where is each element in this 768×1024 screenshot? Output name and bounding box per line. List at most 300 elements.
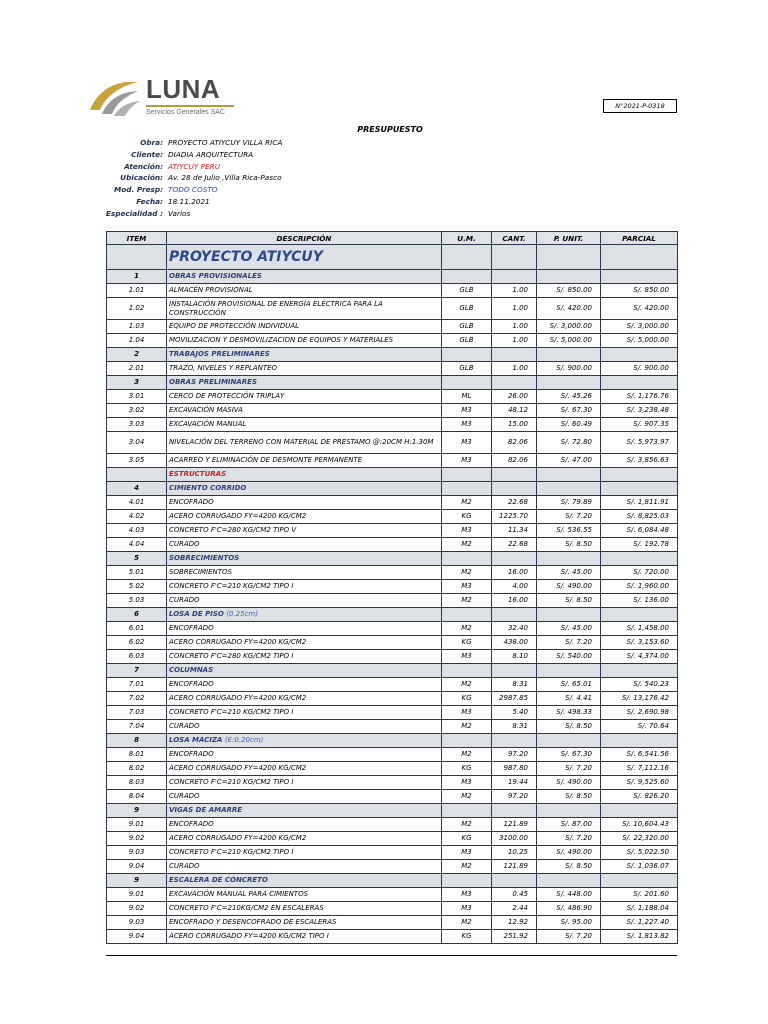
item-partial: S/. 3,856.63	[601, 454, 678, 468]
empty-cell	[442, 270, 492, 284]
item-partial: S/. 1,458.00	[601, 622, 678, 636]
section-title	[167, 552, 442, 566]
item-quantity: 3100.00	[492, 832, 537, 846]
info-row	[100, 172, 282, 184]
item-partial: S/. 1,176.76	[601, 390, 678, 404]
item-unit: GLB	[442, 334, 492, 348]
table-row	[107, 362, 678, 376]
item-quantity: 97.20	[492, 748, 537, 762]
logo-underline	[146, 105, 234, 107]
item-quantity: 1.00	[492, 298, 537, 320]
item-unit-price: S/. 7.20	[537, 762, 601, 776]
table-row	[107, 622, 678, 636]
item-quantity: 8.31	[492, 720, 537, 734]
item-description: CURADO	[167, 860, 442, 874]
section-row	[107, 348, 678, 362]
empty-cell	[442, 376, 492, 390]
item-number: 4.04	[107, 538, 167, 552]
empty-cell	[601, 482, 678, 496]
item-description: ENCOFRADO	[167, 678, 442, 692]
table-row	[107, 320, 678, 334]
item-partial: S/. 1,188.04	[601, 902, 678, 916]
item-unit-price: S/. 7.20	[537, 930, 601, 944]
item-description: ACERO CORRUGADO FY=4200 KG/CM2	[167, 692, 442, 706]
empty-cell	[537, 270, 601, 284]
table-row	[107, 538, 678, 552]
item-partial: S/. 7,112.16	[601, 762, 678, 776]
item-description: ENCOFRADO	[167, 818, 442, 832]
item-description: CONCRETO F'C=210KG/CM2 EN ESCALERAS	[167, 902, 442, 916]
item-unit: M2	[442, 496, 492, 510]
info-label: Especialidad :	[105, 208, 163, 218]
item-partial: S/. 850.00	[601, 284, 678, 298]
item-number: 6.01	[107, 622, 167, 636]
empty-cell	[492, 804, 537, 818]
info-value: 18.11.2021	[168, 197, 210, 206]
item-unit: M3	[442, 418, 492, 432]
item-number: 1.02	[107, 298, 167, 320]
item-number: 5.01	[107, 566, 167, 580]
info-label: Cliente:	[131, 149, 163, 159]
table-row	[107, 776, 678, 790]
item-number: 4.02	[107, 510, 167, 524]
item-partial: S/. 201.60	[601, 888, 678, 902]
table-header-row	[107, 232, 678, 245]
item-unit: M2	[442, 916, 492, 930]
item-partial: S/. 5,973.97	[601, 432, 678, 454]
item-partial: S/. 720.00	[601, 566, 678, 580]
table-row	[107, 902, 678, 916]
item-quantity: 0.45	[492, 888, 537, 902]
table-row	[107, 888, 678, 902]
section-title	[167, 348, 442, 362]
item-description: ENCOFRADO	[167, 622, 442, 636]
item-quantity: 1.00	[492, 284, 537, 298]
item-number: 9.01	[107, 888, 167, 902]
item-quantity: 1225.70	[492, 510, 537, 524]
empty-cell	[537, 608, 601, 622]
item-unit-price: S/. 45.00	[537, 566, 601, 580]
item-unit-price: S/. 4.41	[537, 692, 601, 706]
item-unit-price: S/. 540.00	[537, 650, 601, 664]
section-title	[167, 664, 442, 678]
item-quantity: 121.89	[492, 860, 537, 874]
section-row	[107, 734, 678, 748]
item-description: EXCAVACIÓN MANUAL PARA CIMIENTOS	[167, 888, 442, 902]
item-description: CONCRETO F'C=280 KG/CM2 TIPO I	[167, 650, 442, 664]
empty-cell	[537, 468, 601, 482]
section-subtitle: (0.25cm)	[226, 610, 258, 618]
section-row	[107, 664, 678, 678]
empty-cell	[442, 348, 492, 362]
item-unit-price: S/. 45.26	[537, 390, 601, 404]
empty-cell	[601, 348, 678, 362]
item-unit: ML	[442, 390, 492, 404]
empty-cell	[601, 270, 678, 284]
table-row	[107, 846, 678, 860]
item-unit-price: S/. 87.00	[537, 818, 601, 832]
empty-cell	[537, 482, 601, 496]
budget-table	[106, 231, 678, 944]
item-unit: M3	[442, 776, 492, 790]
item-unit: M3	[442, 454, 492, 468]
section-title	[167, 874, 442, 888]
item-description: CONCRETO F'C=210 KG/CM2 TIPO I	[167, 580, 442, 594]
empty-cell	[601, 664, 678, 678]
item-unit: M3	[442, 706, 492, 720]
table-row	[107, 580, 678, 594]
item-unit: M3	[442, 404, 492, 418]
item-unit-price: S/. 850.00	[537, 284, 601, 298]
empty-cell	[601, 734, 678, 748]
section-title	[167, 468, 442, 482]
item-quantity: 1.00	[492, 334, 537, 348]
item-description: CURADO	[167, 720, 442, 734]
section-title-text: OBRAS PRELIMINARES	[169, 378, 257, 386]
item-partial: S/. 420.00	[601, 298, 678, 320]
item-description: ENCOFRADO	[167, 748, 442, 762]
item-description: ACERO CORRUGADO FY=4200 KG/CM2	[167, 636, 442, 650]
item-description: CERCO DE PROTECCIÓN TRIPLAY	[167, 390, 442, 404]
item-unit: M2	[442, 748, 492, 762]
table-row	[107, 524, 678, 538]
section-title	[167, 270, 442, 284]
section-title	[167, 804, 442, 818]
item-description: TRAZO, NIVELES Y REPLANTEO	[167, 362, 442, 376]
info-value: DIADIA ARQUITECTURA	[168, 149, 254, 159]
section-title-text: SOBRECIMIENTOS	[169, 554, 240, 562]
table-row	[107, 706, 678, 720]
section-number: 9	[107, 874, 167, 888]
item-unit: M2	[442, 566, 492, 580]
item-description: EXCAVACIÓN MANUAL	[167, 418, 442, 432]
item-quantity: 8.10	[492, 650, 537, 664]
item-unit-price: S/. 7.20	[537, 832, 601, 846]
item-quantity: 11.34	[492, 524, 537, 538]
item-unit-price: S/. 900.00	[537, 362, 601, 376]
item-unit-price: S/. 8.50	[537, 538, 601, 552]
item-partial: S/. 3,238.48	[601, 404, 678, 418]
section-title-text: CIMIENTO CORRIDO	[169, 484, 247, 492]
item-description: ACARREO Y ELIMINACIÓN DE DESMONTE PERMANENTE	[167, 454, 442, 468]
company-tagline: Servicios Generales SAC	[146, 109, 225, 116]
item-quantity: 5.40	[492, 706, 537, 720]
item-partial: S/. 1,036.07	[601, 860, 678, 874]
info-label: Atención:	[124, 161, 163, 171]
item-unit-price: S/. 8.50	[537, 860, 601, 874]
section-title	[167, 376, 442, 390]
item-description: CONCRETO F'C=210 KG/CM2 TIPO I	[167, 706, 442, 720]
info-label: Mod. Presp:	[114, 185, 163, 195]
item-number: 9.04	[107, 930, 167, 944]
section-row	[107, 482, 678, 496]
item-partial: S/. 6,084.48	[601, 524, 678, 538]
empty-cell	[492, 664, 537, 678]
section-title-text: LOSA DE PISO	[169, 610, 224, 618]
col-unit-price: P. UNIT.	[537, 232, 601, 245]
info-value: PROYECTO ATIYCUY VILLA RICA	[168, 138, 283, 147]
section-title-text: TRABAJOS PRELIMINARES	[169, 350, 270, 358]
empty-cell	[537, 804, 601, 818]
empty-cell	[492, 270, 537, 284]
item-quantity: 438.00	[492, 636, 537, 650]
item-unit-price: S/. 60.49	[537, 418, 601, 432]
empty-cell	[442, 804, 492, 818]
section-title-text: COLUMNAS	[169, 666, 214, 674]
section-number: 4	[107, 482, 167, 496]
col-quantity: CANT.	[492, 232, 537, 245]
info-row	[100, 161, 220, 173]
empty-cell	[601, 468, 678, 482]
item-number: 8.03	[107, 776, 167, 790]
item-quantity: 82.06	[492, 432, 537, 454]
item-unit-price: S/. 498.33	[537, 706, 601, 720]
section-row	[107, 270, 678, 284]
item-unit: GLB	[442, 298, 492, 320]
document-title: PRESUPUESTO	[357, 125, 423, 134]
company-name: LUNA	[146, 74, 221, 104]
project-title: PROYECTO ATIYCUY	[167, 245, 442, 270]
project-title-row	[107, 245, 678, 270]
table-row	[107, 404, 678, 418]
item-description: ALMACÉN PROVISIONAL	[167, 284, 442, 298]
item-unit-price: S/. 3,000.00	[537, 320, 601, 334]
item-unit-price: S/. 67.30	[537, 404, 601, 418]
section-number: 6	[107, 608, 167, 622]
item-number: 6.03	[107, 650, 167, 664]
logo-mark-icon	[88, 74, 146, 124]
item-unit: M2	[442, 720, 492, 734]
item-unit-price: S/. 45.00	[537, 622, 601, 636]
item-unit-price: S/. 490.00	[537, 846, 601, 860]
info-row	[100, 196, 210, 208]
item-number: 4.01	[107, 496, 167, 510]
info-value: Varios	[168, 208, 191, 218]
item-unit-price: S/. 8.50	[537, 720, 601, 734]
item-partial: S/. 8,825.03	[601, 510, 678, 524]
item-number: 9.01	[107, 818, 167, 832]
section-title-text: ESTRUCTURAS	[169, 470, 227, 478]
item-number: 9.04	[107, 860, 167, 874]
section-title-text: VIGAS DE AMARRE	[169, 806, 243, 814]
table-row	[107, 832, 678, 846]
table-row	[107, 818, 678, 832]
item-quantity: 22.68	[492, 538, 537, 552]
empty-cell	[492, 376, 537, 390]
item-unit: M2	[442, 622, 492, 636]
item-unit: M2	[442, 860, 492, 874]
item-unit-price: S/. 65.01	[537, 678, 601, 692]
item-unit-price: S/. 536.55	[537, 524, 601, 538]
item-partial: S/. 70.64	[601, 720, 678, 734]
item-description: ACERO CORRUGADO FY=4200 KG/CM2	[167, 762, 442, 776]
item-unit-price: S/. 8.50	[537, 790, 601, 804]
section-title-text: ESCALERA DE CONCRETO	[169, 876, 268, 884]
item-quantity: 121.89	[492, 818, 537, 832]
table-row	[107, 930, 678, 944]
empty-cell	[492, 348, 537, 362]
item-partial: S/. 192.78	[601, 538, 678, 552]
item-partial: S/. 4,374.00	[601, 650, 678, 664]
item-unit: M3	[442, 650, 492, 664]
item-unit-price: S/. 79.89	[537, 496, 601, 510]
empty-cell	[601, 376, 678, 390]
table-row	[107, 748, 678, 762]
item-number: 9.03	[107, 916, 167, 930]
item-quantity: 26.00	[492, 390, 537, 404]
info-row	[100, 137, 282, 149]
section-title	[167, 608, 442, 622]
item-number: 2.01	[107, 362, 167, 376]
item-description: EQUIPO DE PROTECCIÓN INDIVIDUAL	[167, 320, 442, 334]
item-unit-price: S/. 8.50	[537, 594, 601, 608]
col-item: ITEM	[107, 232, 167, 245]
empty-cell	[442, 482, 492, 496]
item-unit: M3	[442, 432, 492, 454]
item-quantity: 16.00	[492, 594, 537, 608]
col-partial: PARCIAL	[601, 232, 678, 245]
table-row	[107, 432, 678, 454]
table-row	[107, 496, 678, 510]
col-unit: U.M.	[442, 232, 492, 245]
section-subtitle: (E:0.20cm)	[224, 736, 264, 744]
item-partial: S/. 1,813.82	[601, 930, 678, 944]
item-quantity: 97.20	[492, 790, 537, 804]
item-partial: S/. 1,227.40	[601, 916, 678, 930]
item-partial: S/. 22,320.00	[601, 832, 678, 846]
table-row	[107, 284, 678, 298]
item-unit: M2	[442, 818, 492, 832]
item-number: 9.03	[107, 846, 167, 860]
table-row	[107, 720, 678, 734]
item-unit: GLB	[442, 320, 492, 334]
item-number: 3.01	[107, 390, 167, 404]
empty-cell	[601, 874, 678, 888]
item-number: 8.02	[107, 762, 167, 776]
info-label: Ubicación:	[120, 173, 163, 183]
item-unit: GLB	[442, 362, 492, 376]
item-unit: M3	[442, 580, 492, 594]
empty-cell	[537, 376, 601, 390]
item-unit: KG	[442, 510, 492, 524]
item-number: 5.02	[107, 580, 167, 594]
item-number: 8.04	[107, 790, 167, 804]
item-description: CURADO	[167, 594, 442, 608]
item-description: INSTALACIÓN PROVISIONAL DE ENERGÍA ELÉCTRICA PARA LA CONSTRUCCIÓN	[167, 298, 442, 320]
col-description: DESCRIPCIÓN	[167, 232, 442, 245]
empty-cell	[492, 482, 537, 496]
item-partial: S/. 907.35	[601, 418, 678, 432]
empty-cell	[442, 874, 492, 888]
item-quantity: 1.00	[492, 320, 537, 334]
item-number: 1.01	[107, 284, 167, 298]
item-partial: S/. 5,000.00	[601, 334, 678, 348]
item-number: 1.04	[107, 334, 167, 348]
table-row	[107, 566, 678, 580]
item-quantity: 15.00	[492, 418, 537, 432]
empty-cell	[492, 552, 537, 566]
item-unit: KG	[442, 832, 492, 846]
item-unit-price: S/. 5,000.00	[537, 334, 601, 348]
table-row	[107, 762, 678, 776]
table-row	[107, 390, 678, 404]
empty-cell	[601, 608, 678, 622]
section-row	[107, 804, 678, 818]
item-unit-price: S/. 420.00	[537, 298, 601, 320]
item-partial: S/. 1,960.00	[601, 580, 678, 594]
item-number: 3.05	[107, 454, 167, 468]
item-quantity: 48.12	[492, 404, 537, 418]
table-row	[107, 650, 678, 664]
empty-cell	[442, 552, 492, 566]
item-number: 7.01	[107, 678, 167, 692]
item-unit: GLB	[442, 284, 492, 298]
info-label: Fecha:	[136, 197, 163, 206]
item-number: 6.02	[107, 636, 167, 650]
empty-cell	[492, 608, 537, 622]
item-quantity: 10.25	[492, 846, 537, 860]
item-unit: M3	[442, 902, 492, 916]
section-number: 1	[107, 270, 167, 284]
item-unit: M2	[442, 538, 492, 552]
item-number: 1.03	[107, 320, 167, 334]
item-description: ACERO CORRUGADO FY=4200 KG/CM2	[167, 832, 442, 846]
item-quantity: 16.00	[492, 566, 537, 580]
section-row	[107, 376, 678, 390]
info-row	[100, 208, 190, 220]
item-quantity: 8.31	[492, 678, 537, 692]
table-row	[107, 678, 678, 692]
item-unit-price: S/. 7.20	[537, 510, 601, 524]
info-row	[100, 184, 218, 196]
item-partial: S/. 3,000.00	[601, 320, 678, 334]
item-number: 3.04	[107, 432, 167, 454]
item-unit-price: S/. 67.30	[537, 748, 601, 762]
item-partial: S/. 826.20	[601, 790, 678, 804]
table-row	[107, 594, 678, 608]
item-unit-price: S/. 490.00	[537, 580, 601, 594]
item-unit: KG	[442, 930, 492, 944]
item-number: 7.04	[107, 720, 167, 734]
empty-cell	[601, 804, 678, 818]
document-number: N°2021-P-0318	[603, 99, 677, 113]
empty-cell	[537, 734, 601, 748]
item-unit-price: S/. 486.90	[537, 902, 601, 916]
item-quantity: 987.80	[492, 762, 537, 776]
table-row	[107, 418, 678, 432]
item-quantity: 2.44	[492, 902, 537, 916]
item-partial: S/. 3,153.60	[601, 636, 678, 650]
empty-cell	[442, 664, 492, 678]
table-bottom-border	[106, 955, 677, 956]
item-description: ACERO CORRUGADO FY=4200 KG/CM2 TIPO I	[167, 930, 442, 944]
table-row	[107, 454, 678, 468]
item-unit: KG	[442, 636, 492, 650]
empty-cell	[492, 468, 537, 482]
info-value: Av. 28 de Julio ,Villa Rica-Pasco	[168, 173, 282, 183]
item-unit-price: S/. 490.00	[537, 776, 601, 790]
item-partial: S/. 9,525.60	[601, 776, 678, 790]
item-number: 7.03	[107, 706, 167, 720]
item-quantity: 32.40	[492, 622, 537, 636]
table-row	[107, 510, 678, 524]
item-unit: M3	[442, 888, 492, 902]
item-partial: S/. 900.00	[601, 362, 678, 376]
item-partial: S/. 10,604.43	[601, 818, 678, 832]
section-number: 7	[107, 664, 167, 678]
item-partial: S/. 6,541.56	[601, 748, 678, 762]
item-unit-price: S/. 72.80	[537, 432, 601, 454]
